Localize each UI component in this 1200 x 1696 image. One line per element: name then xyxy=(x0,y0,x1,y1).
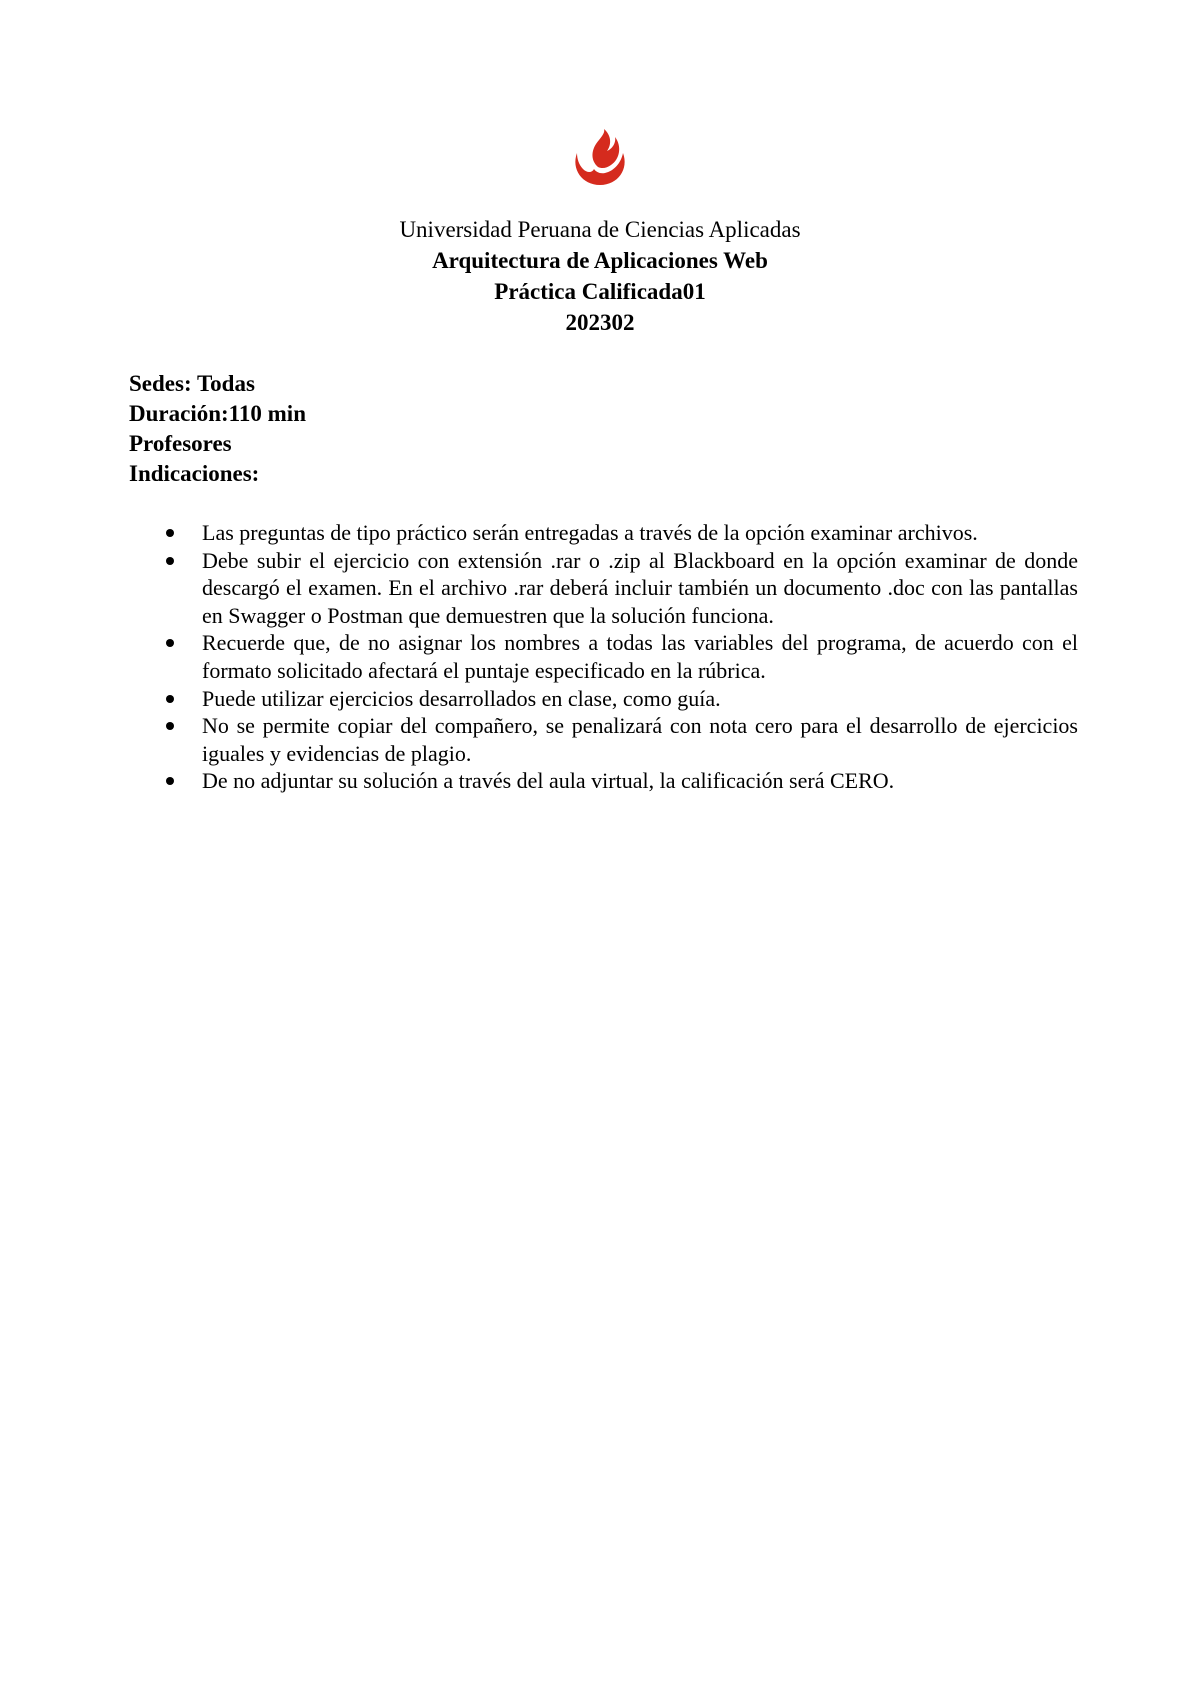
bullet-icon xyxy=(166,639,174,647)
exam-details xyxy=(129,369,1029,489)
instruction-text: Recuerde que, de no asignar los nombres a todas las variables del programa, de acuerdo con el formato solicitado afectará el puntaje especificado en la rúbrica. xyxy=(202,630,1078,683)
instruction-text: Debe subir el ejercicio con extensión .rar o .zip al Blackboard en la opción examinar de donde descargó el examen. En el archivo .rar deberá incluir también un documento .doc con las pantallas en Swagger o Postman que demuestren que la solución funciona. xyxy=(202,547,1078,628)
exam-title: Práctica Calificada01 xyxy=(494,279,706,304)
professors-line: Profesores xyxy=(129,431,232,456)
term-code: 202302 xyxy=(565,310,635,335)
list-item xyxy=(130,519,1078,547)
bullet-icon xyxy=(166,557,174,565)
list-item xyxy=(130,767,1078,795)
instruction-text: De no adjuntar su solución a través del aula virtual, la calificación será CERO. xyxy=(202,768,895,794)
list-item xyxy=(130,712,1078,767)
instructions-heading: Indicaciones: xyxy=(129,461,260,486)
list-item xyxy=(130,629,1078,684)
instruction-text: Las preguntas de tipo práctico serán entregadas a través de la opción examinar archivos. xyxy=(202,520,978,545)
bullet-icon xyxy=(166,695,174,703)
instruction-text: No se permite copiar del compañero, se penalizará con nota cero para el desarrollo de ejercicios iguales y evidencias de plagio. xyxy=(202,713,1078,766)
instruction-text: Puede utilizar ejercicios desarrollados en clase, como guía. xyxy=(202,685,721,711)
list-item xyxy=(130,547,1078,630)
sedes-line: Sedes: Todas xyxy=(129,371,255,396)
university-name: Universidad Peruana de Ciencias Aplicadas xyxy=(399,217,801,242)
bullet-icon xyxy=(166,777,174,785)
upc-flame-logo-icon xyxy=(570,129,630,189)
list-item xyxy=(130,685,1078,713)
course-title: Arquitectura de Aplicaciones Web xyxy=(432,248,768,273)
instructions-list xyxy=(130,519,1078,795)
bullet-icon xyxy=(166,722,174,730)
bullet-icon xyxy=(166,529,174,537)
duration-line: Duración:110 min xyxy=(129,401,306,426)
document-header xyxy=(0,214,1200,338)
